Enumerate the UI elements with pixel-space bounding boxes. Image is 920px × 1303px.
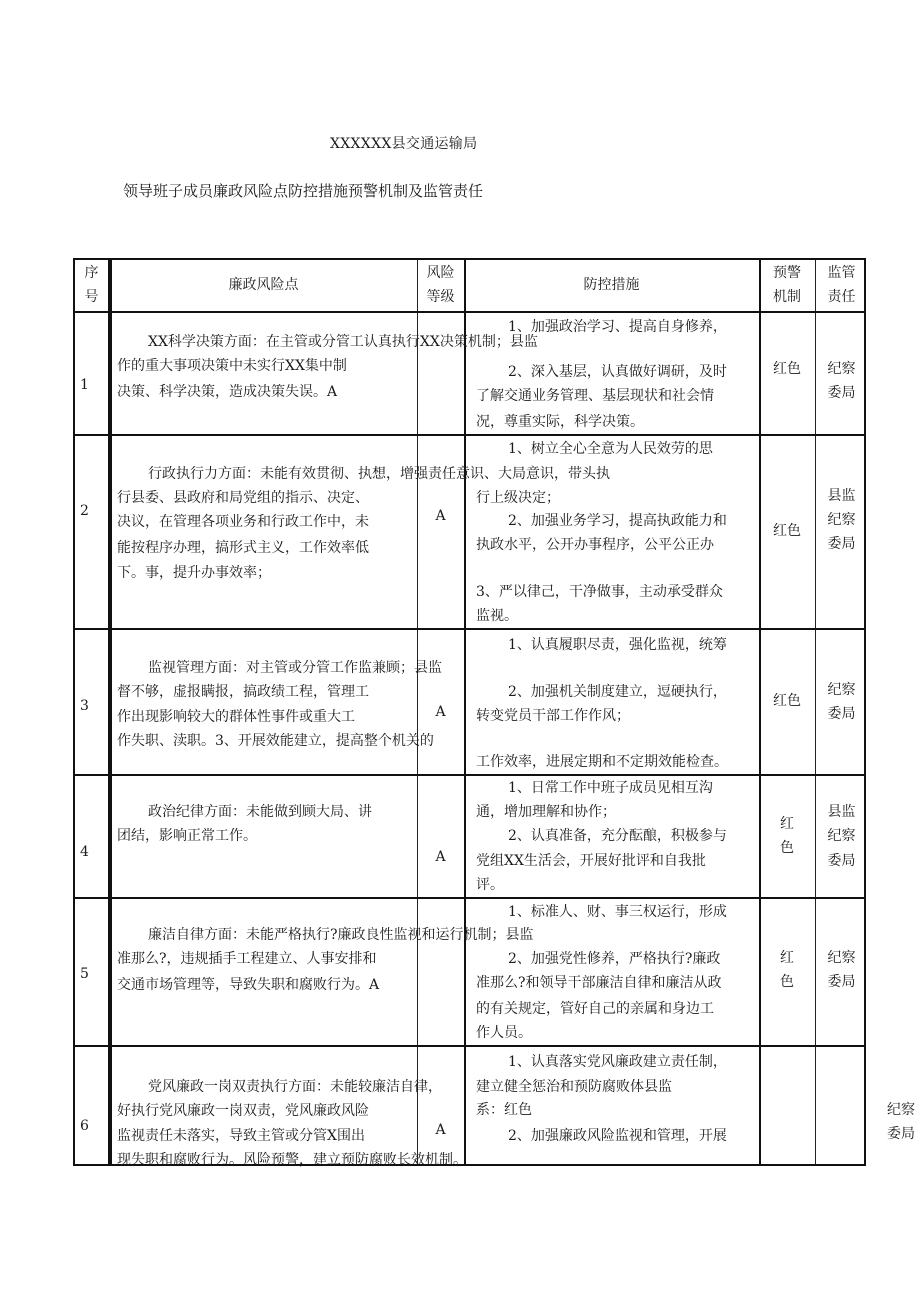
risk-point-line: 作失职、渎职。3、开展效能建立，提高整个机关的 xyxy=(117,733,434,749)
measure-line: 党组XX生活会，开展好批评和自我批 xyxy=(476,853,706,869)
header-supervision: 监管 责任 xyxy=(827,265,856,305)
table-row-line xyxy=(75,434,864,436)
header-risk-level: 风险 等级 xyxy=(426,265,455,305)
measure-line: 2、认真准备，充分酝酿，积极参与 xyxy=(508,828,727,844)
risk-point-line: 廉洁自律方面：未能严格执行?廉政良性监视和运行机制；县监 xyxy=(148,927,534,943)
row-seq: 4 xyxy=(80,844,89,860)
warning-level: 色 xyxy=(780,974,794,990)
risk-point-line: 党风廉政一岗双责执行方面：未能较廉洁自律， xyxy=(148,1079,442,1095)
row-seq: 1 xyxy=(80,377,89,393)
measure-line: 工作效率，进展定期和不定期效能检查。 xyxy=(476,754,728,770)
warning-level: 红 xyxy=(780,950,794,966)
measure-line: 1、树立全心全意为人民效劳的思 xyxy=(508,441,713,457)
header-seq: 序 号 xyxy=(84,265,99,305)
measure-line: 1、认真履职尽责，强化监视，统筹 xyxy=(508,637,727,653)
table-row-line xyxy=(75,774,864,776)
table-col-line xyxy=(464,260,466,1164)
warning-level: 色 xyxy=(780,840,794,856)
header-measures: 防控措施 xyxy=(583,277,640,293)
risk-point-line: 下。事，提升办事效率； xyxy=(117,565,271,581)
supervision-line: 县监 xyxy=(827,488,856,504)
measure-line: 监视。 xyxy=(476,608,518,624)
risk-point-line: 决议，在管理各项业务和行政工作中，未 xyxy=(117,514,369,530)
supervision-line: 委局 xyxy=(827,974,856,990)
risk-point-line: 交通市场管理等，导致失职和腐败行为。A xyxy=(117,977,380,993)
table-col-line xyxy=(110,260,112,1164)
row-seq: 3 xyxy=(80,698,89,714)
measure-line: 2、加强党性修养，严格执行?廉政 xyxy=(508,951,721,967)
risk-point-line: 团结，影响正常工作。 xyxy=(117,828,257,844)
supervision-line: 纪察 xyxy=(827,361,856,377)
measure-line: 1、标准人、财、事三权运行，形成 xyxy=(508,904,727,920)
supervision-line: 纪察 xyxy=(827,682,856,698)
measure-line: 作人员。 xyxy=(476,1025,532,1041)
risk-table xyxy=(73,258,866,1166)
risk-level: A xyxy=(435,508,446,524)
supervision-line: 纪察 xyxy=(827,512,856,528)
risk-point-line: 现失职和腐败行为。风险预警，建立预防腐败长效机制。 xyxy=(117,1152,467,1168)
risk-point-line: 监视责任未落实，导致主管或分管X围出 xyxy=(117,1128,365,1144)
warning-level: 红 xyxy=(780,816,794,832)
supervision-line: 县监 xyxy=(827,804,856,820)
risk-point-line: 督不够，虚报瞒报，搞政绩工程，管理工 xyxy=(117,684,369,700)
measure-line: 行上级决定； xyxy=(476,490,560,506)
risk-point-line: 能按程序办理，搞形式主义，工作效率低 xyxy=(117,540,369,556)
measure-line: 的有关规定，管好自己的亲属和身边工 xyxy=(476,1001,714,1017)
header-warning: 预警 机制 xyxy=(773,265,801,305)
risk-point-line: 监视管理方面：对主管或分管工作监兼顾；县监 xyxy=(148,660,442,676)
risk-level: A xyxy=(435,704,446,720)
risk-point-line: 作出现影响较大的群体性事件或重大工 xyxy=(117,709,355,725)
measure-line: 1、日常工作中班子成员见相互沟 xyxy=(508,780,713,796)
measure-line: 2、加强机关制度建立，逗硬执行， xyxy=(508,684,727,700)
risk-point-line: 行县委、县政府和局党组的指示、决定、 xyxy=(117,490,369,506)
measure-line: 系：红色 xyxy=(476,1102,532,1118)
measure-line: 转变党员干部工作作风； xyxy=(476,708,630,724)
supervision-line: 纪察 xyxy=(827,828,856,844)
row-seq: 2 xyxy=(80,503,89,519)
supervision-line: 委局 xyxy=(887,1126,915,1142)
measure-line: 1、加强政治学习、提高自身修养， xyxy=(508,319,727,335)
risk-point-line: 决策、科学决策，造成决策失误。A xyxy=(117,384,338,400)
measure-line: 2、深入基层，认真做好调研，及时 xyxy=(508,364,727,380)
risk-point-line: XX科学决策方面：在主管或分管工认真执行XX决策机制；县监 xyxy=(148,334,538,350)
risk-point-line: 行政执行力方面：未能有效贯彻、执想，增强责任意识、大局意识，带头执 xyxy=(148,466,610,482)
measure-line: 通，增加理解和协作； xyxy=(476,804,616,820)
supervision-line: 纪察 xyxy=(887,1102,915,1118)
risk-level: A xyxy=(435,1122,446,1138)
document-subtitle: 领导班子成员廉政风险点防控措施预警机制及监管责任 xyxy=(123,182,484,200)
measure-line: 执政水平，公开办事程序，公平公正办 xyxy=(476,537,714,553)
warning-level: 红色 xyxy=(773,523,801,539)
table-row-line xyxy=(75,1045,864,1047)
measure-line: 2、加强业务学习，提高执政能力和 xyxy=(508,513,727,529)
supervision-line: 委局 xyxy=(827,706,856,722)
risk-level: A xyxy=(435,849,446,865)
warning-level: 红色 xyxy=(773,361,801,377)
supervision-line: 纪察 xyxy=(827,950,856,966)
header-risk-point: 廉政风险点 xyxy=(228,277,299,293)
org-title: XXXXXX县交通运输局 xyxy=(330,136,478,152)
supervision-line: 委局 xyxy=(827,536,856,552)
warning-level: 红色 xyxy=(773,693,801,709)
measure-line: 了解交通业务管理、基层现状和社会情 xyxy=(476,388,714,404)
measure-line: 2、加强廉政风险监视和管理，开展 xyxy=(508,1128,727,1144)
risk-point-line: 作的重大事项决策中未实行XX集中制 xyxy=(117,358,347,374)
supervision-line: 委局 xyxy=(827,385,856,401)
risk-point-line: 好执行党风廉政一岗双责，党风廉政风险 xyxy=(117,1103,369,1119)
row-seq: 5 xyxy=(80,966,89,982)
measure-line: 建立健全惩治和预防腐败体县监 xyxy=(476,1079,672,1095)
supervision-line: 委局 xyxy=(827,853,856,869)
measure-line: 评。 xyxy=(476,877,504,893)
measure-line: 1、认真落实党风廉政建立责任制， xyxy=(508,1054,727,1070)
table-row-line xyxy=(75,628,864,630)
measure-line: 准那么?和领导干部廉洁自律和廉洁从政 xyxy=(476,975,722,991)
risk-point-line: 政治纪律方面：未能做到顾大局、讲 xyxy=(148,804,372,820)
table-row-line xyxy=(75,897,864,899)
table-row-line xyxy=(75,311,864,313)
measure-line: 况，尊重实际，科学决策。 xyxy=(476,414,644,430)
measure-line: 3、严以律己，干净做事，主动承受群众 xyxy=(476,584,723,600)
risk-point-line: 准那么?，违规插手工程建立、人事安排和 xyxy=(117,951,377,967)
row-seq: 6 xyxy=(80,1118,89,1134)
